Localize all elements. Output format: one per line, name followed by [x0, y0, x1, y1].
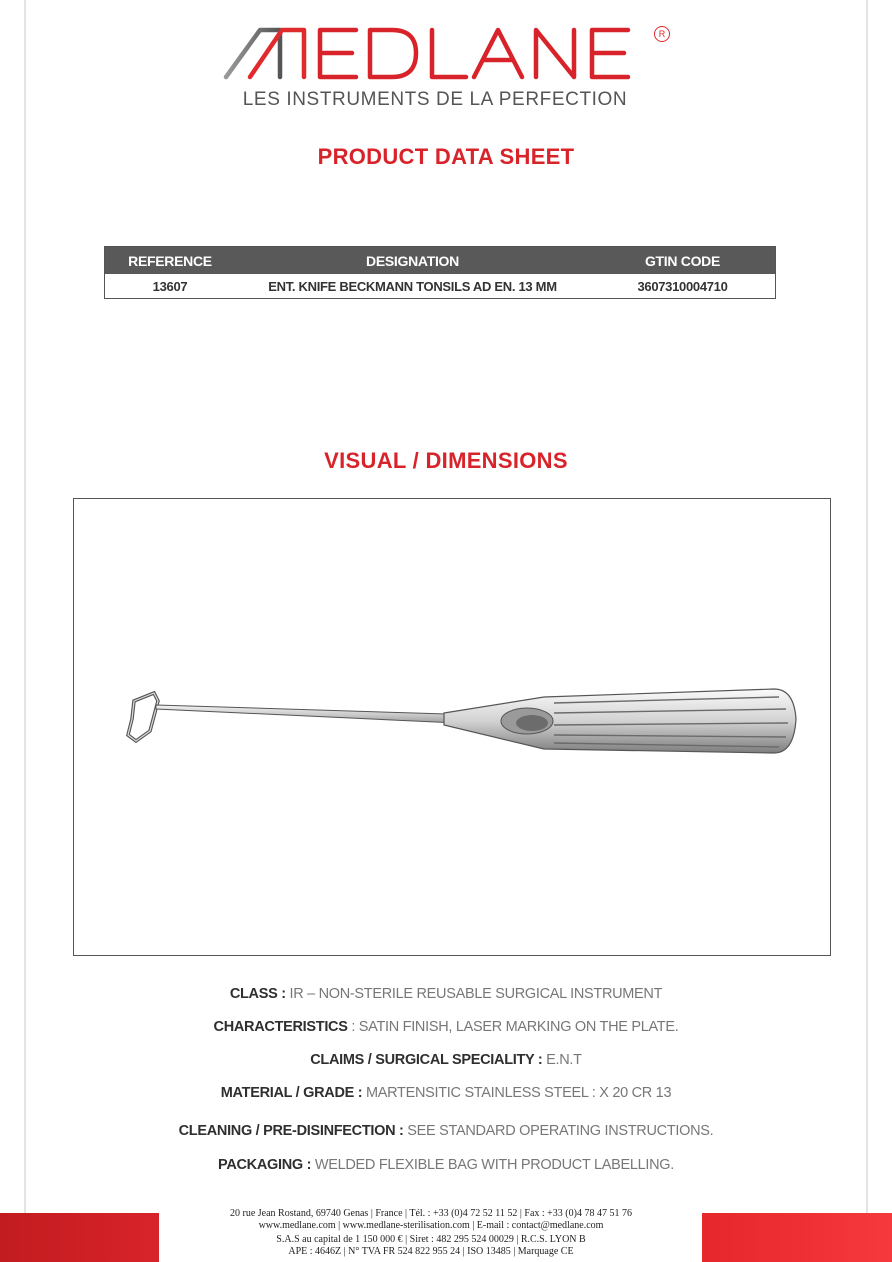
spec-class	[0, 986, 892, 1002]
reference-table	[104, 246, 776, 299]
visual-box	[73, 498, 831, 956]
spec-label: CLASS :	[229, 986, 286, 1002]
table-row	[105, 274, 776, 299]
footer-red-bar-right	[702, 1213, 892, 1262]
cell-designation: ENT. KNIFE BECKMANN TONSILS AD EN. 13 MM	[268, 278, 557, 294]
footer-web: www.medlane.com | www.medlane-sterilisation.com | E-mail : contact@medlane.com	[258, 1220, 604, 1231]
spec-value: WELDED FLEXIBLE BAG WITH PRODUCT LABELLING.	[311, 1157, 674, 1173]
spec-label: PACKAGING :	[218, 1157, 312, 1173]
brand-tagline: LES INSTRUMENTS DE LA PERFECTION	[242, 89, 628, 110]
spec-label: MATERIAL / GRADE :	[220, 1085, 363, 1101]
footer-red-bar-left	[0, 1213, 159, 1262]
medlane-logo	[220, 22, 680, 86]
spec-value: E.N.T	[542, 1052, 582, 1068]
spec-claims	[0, 1052, 892, 1068]
footer-registration: APE : 4646Z | N° TVA FR 524 822 955 24 | ISO 13485 | Marquage CE	[288, 1246, 574, 1257]
footer-company: S.A.S au capital de 1 150 000 € | Siret : 482 295 524 00029 | R.C.S. LYON B	[276, 1234, 586, 1245]
cell-gtin: 3607310004710	[637, 278, 728, 294]
spec-label: CLAIMS / SURGICAL SPECIALITY :	[310, 1052, 543, 1068]
spec-cleaning	[0, 1123, 892, 1139]
column-header-gtin: GTIN CODE	[590, 247, 776, 275]
instrument-image	[114, 679, 804, 779]
left-border-line	[24, 0, 26, 1262]
spec-material	[0, 1085, 892, 1101]
spec-value: IR – NON-STERILE REUSABLE SURGICAL INSTRUMENT	[285, 986, 663, 1002]
column-header-designation: DESIGNATION	[235, 247, 590, 275]
cell-reference: 13607	[152, 278, 188, 294]
registered-mark: R	[654, 26, 670, 42]
product-data-sheet-title: PRODUCT DATA SHEET	[317, 144, 575, 169]
footer-address: 20 rue Jean Rostand, 69740 Genas | France | Tél. : +33 (0)4 72 52 11 52 | Fax : +33 (0)4 78 47 51 76	[230, 1208, 632, 1219]
spec-label: CLEANING / PRE-DISINFECTION :	[178, 1123, 404, 1139]
spec-characteristics	[0, 1019, 892, 1035]
spec-label: CHARACTERISTICS	[213, 1019, 348, 1035]
visual-dimensions-title: VISUAL / DIMENSIONS	[324, 448, 568, 473]
spec-value: : SATIN FINISH, LASER MARKING ON THE PLATE.	[347, 1019, 679, 1035]
spec-value: MARTENSITIC STAINLESS STEEL : X 20 CR 13	[362, 1085, 672, 1101]
right-border-line	[866, 0, 868, 1262]
spec-packaging	[0, 1157, 892, 1173]
spec-value: SEE STANDARD OPERATING INSTRUCTIONS.	[403, 1123, 714, 1139]
column-header-reference: REFERENCE	[105, 247, 236, 275]
table-header-row	[105, 247, 776, 275]
